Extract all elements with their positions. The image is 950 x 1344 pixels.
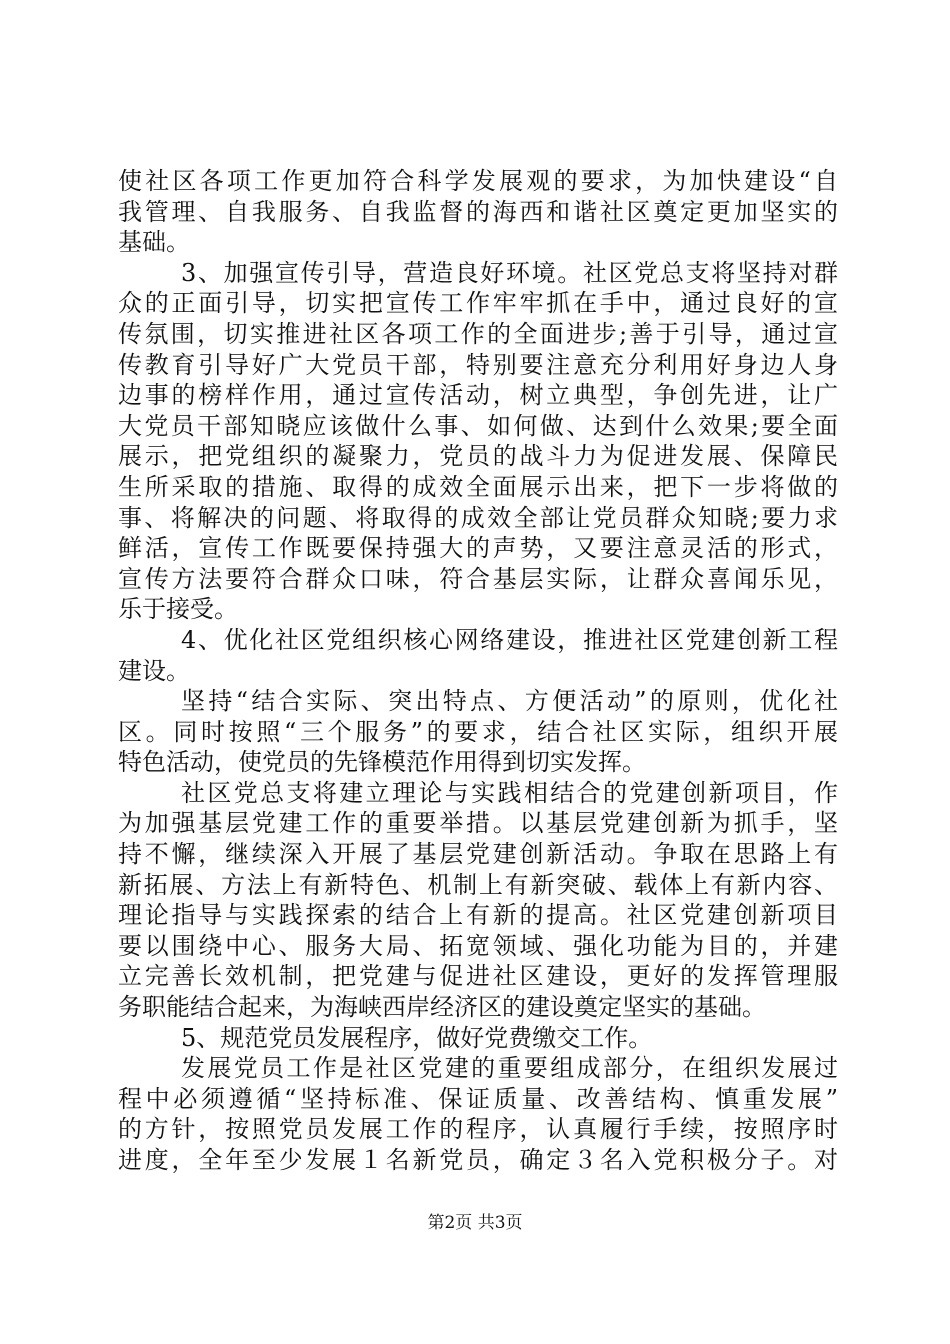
- text-line: 特色活动，使党员的先锋模范作用得到切实发挥。: [118, 748, 646, 777]
- text-line: 理论指导与实践探索的结合上有新的提高。社区党建创新项目: [118, 901, 838, 930]
- text-line: 建设。: [118, 656, 190, 685]
- text-line: 发展党员工作是社区党建的重要组成部分，在组织发展过: [181, 1054, 838, 1083]
- text-line: 持不懈，继续深入开展了基层党建创新活动。争取在思路上有: [118, 840, 838, 869]
- text-line: 程中必须遵循“坚持标准、保证质量、改善结构、慎重发展”: [118, 1084, 838, 1113]
- text-line: 传氛围，切实推进社区各项工作的全面进步;善于引导，通过宣: [118, 319, 838, 348]
- text-line: 要以围绕中心、服务大局、拓宽领域、强化功能为目的，并建: [118, 931, 838, 960]
- text-line: 进度，全年至少发展１名新党员，确定３名入党积极分子。对: [118, 1146, 838, 1174]
- text-line: 3、加强宣传引导，营造良好环境。社区党总支将坚持对群: [181, 258, 838, 287]
- text-line: 鲜活，宣传工作既要保持强大的声势，又要注意灵活的形式，: [118, 534, 838, 563]
- text-line: 坚持“结合实际、突出特点、方便活动”的原则，优化社: [181, 687, 838, 716]
- text-line: 展示，把党组织的凝聚力，党员的战斗力为促进发展、保障民: [118, 442, 838, 471]
- text-line: 我管理、自我服务、自我监督的海西和谐社区奠定更加坚实的: [118, 197, 838, 226]
- text-line: 大党员干部知晓应该做什么事、如何做、达到什么效果;要全面: [118, 411, 838, 440]
- text-line: 立完善长效机制，把党建与促进社区建设，更好的发挥管理服: [118, 962, 838, 991]
- text-line: 新拓展、方法上有新特色、机制上有新突破、载体上有新内容、: [118, 870, 838, 899]
- text-line: 社区党总支将建立理论与实践相结合的党建创新项目，作: [181, 778, 838, 807]
- text-line: 区。同时按照“三个服务”的要求，结合社区实际，组织开展: [118, 717, 838, 746]
- text-line: 务职能结合起来，为海峡西岸经济区的建设奠定坚实的基础。: [118, 993, 766, 1022]
- text-line: 使社区各项工作更加符合科学发展观的要求，为加快建设“自: [118, 167, 838, 195]
- text-line: 为加强基层党建工作的重要举措。以基层党建创新为抓手，坚: [118, 809, 838, 838]
- text-line: 众的正面引导，切实把宣传工作牢牢抓在手中，通过良好的宣: [118, 289, 838, 318]
- text-line: 乐于接受。: [118, 595, 238, 624]
- text-line: 宣传方法要符合群众口味，符合基层实际，让群众喜闻乐见，: [118, 564, 838, 593]
- text-line: 4、优化社区党组织核心网络建设，推进社区党建创新工程: [181, 625, 838, 654]
- text-line: 边事的榜样作用，通过宣传活动，树立典型，争创先进，让广: [118, 381, 838, 410]
- text-line: 的方针，按照党员发展工作的程序，认真履行手续，按照序时: [118, 1115, 838, 1144]
- text-line: 5、规范党员发展程序，做好党费缴交工作。: [181, 1023, 653, 1052]
- text-line: 基础。: [118, 228, 190, 257]
- document-body: [118, 166, 838, 1176]
- text-line: 生所采取的措施、取得的成效全面展示出来，把下一步将做的: [118, 472, 838, 501]
- text-line: 传教育引导好广大党员干部，特别要注意充分利用好身边人身: [118, 350, 838, 379]
- text-line: 事、将解决的问题、将取得的成效全部让党员群众知晓;要力求: [118, 503, 838, 532]
- page-footer: 第2页 共3页: [427, 1213, 523, 1233]
